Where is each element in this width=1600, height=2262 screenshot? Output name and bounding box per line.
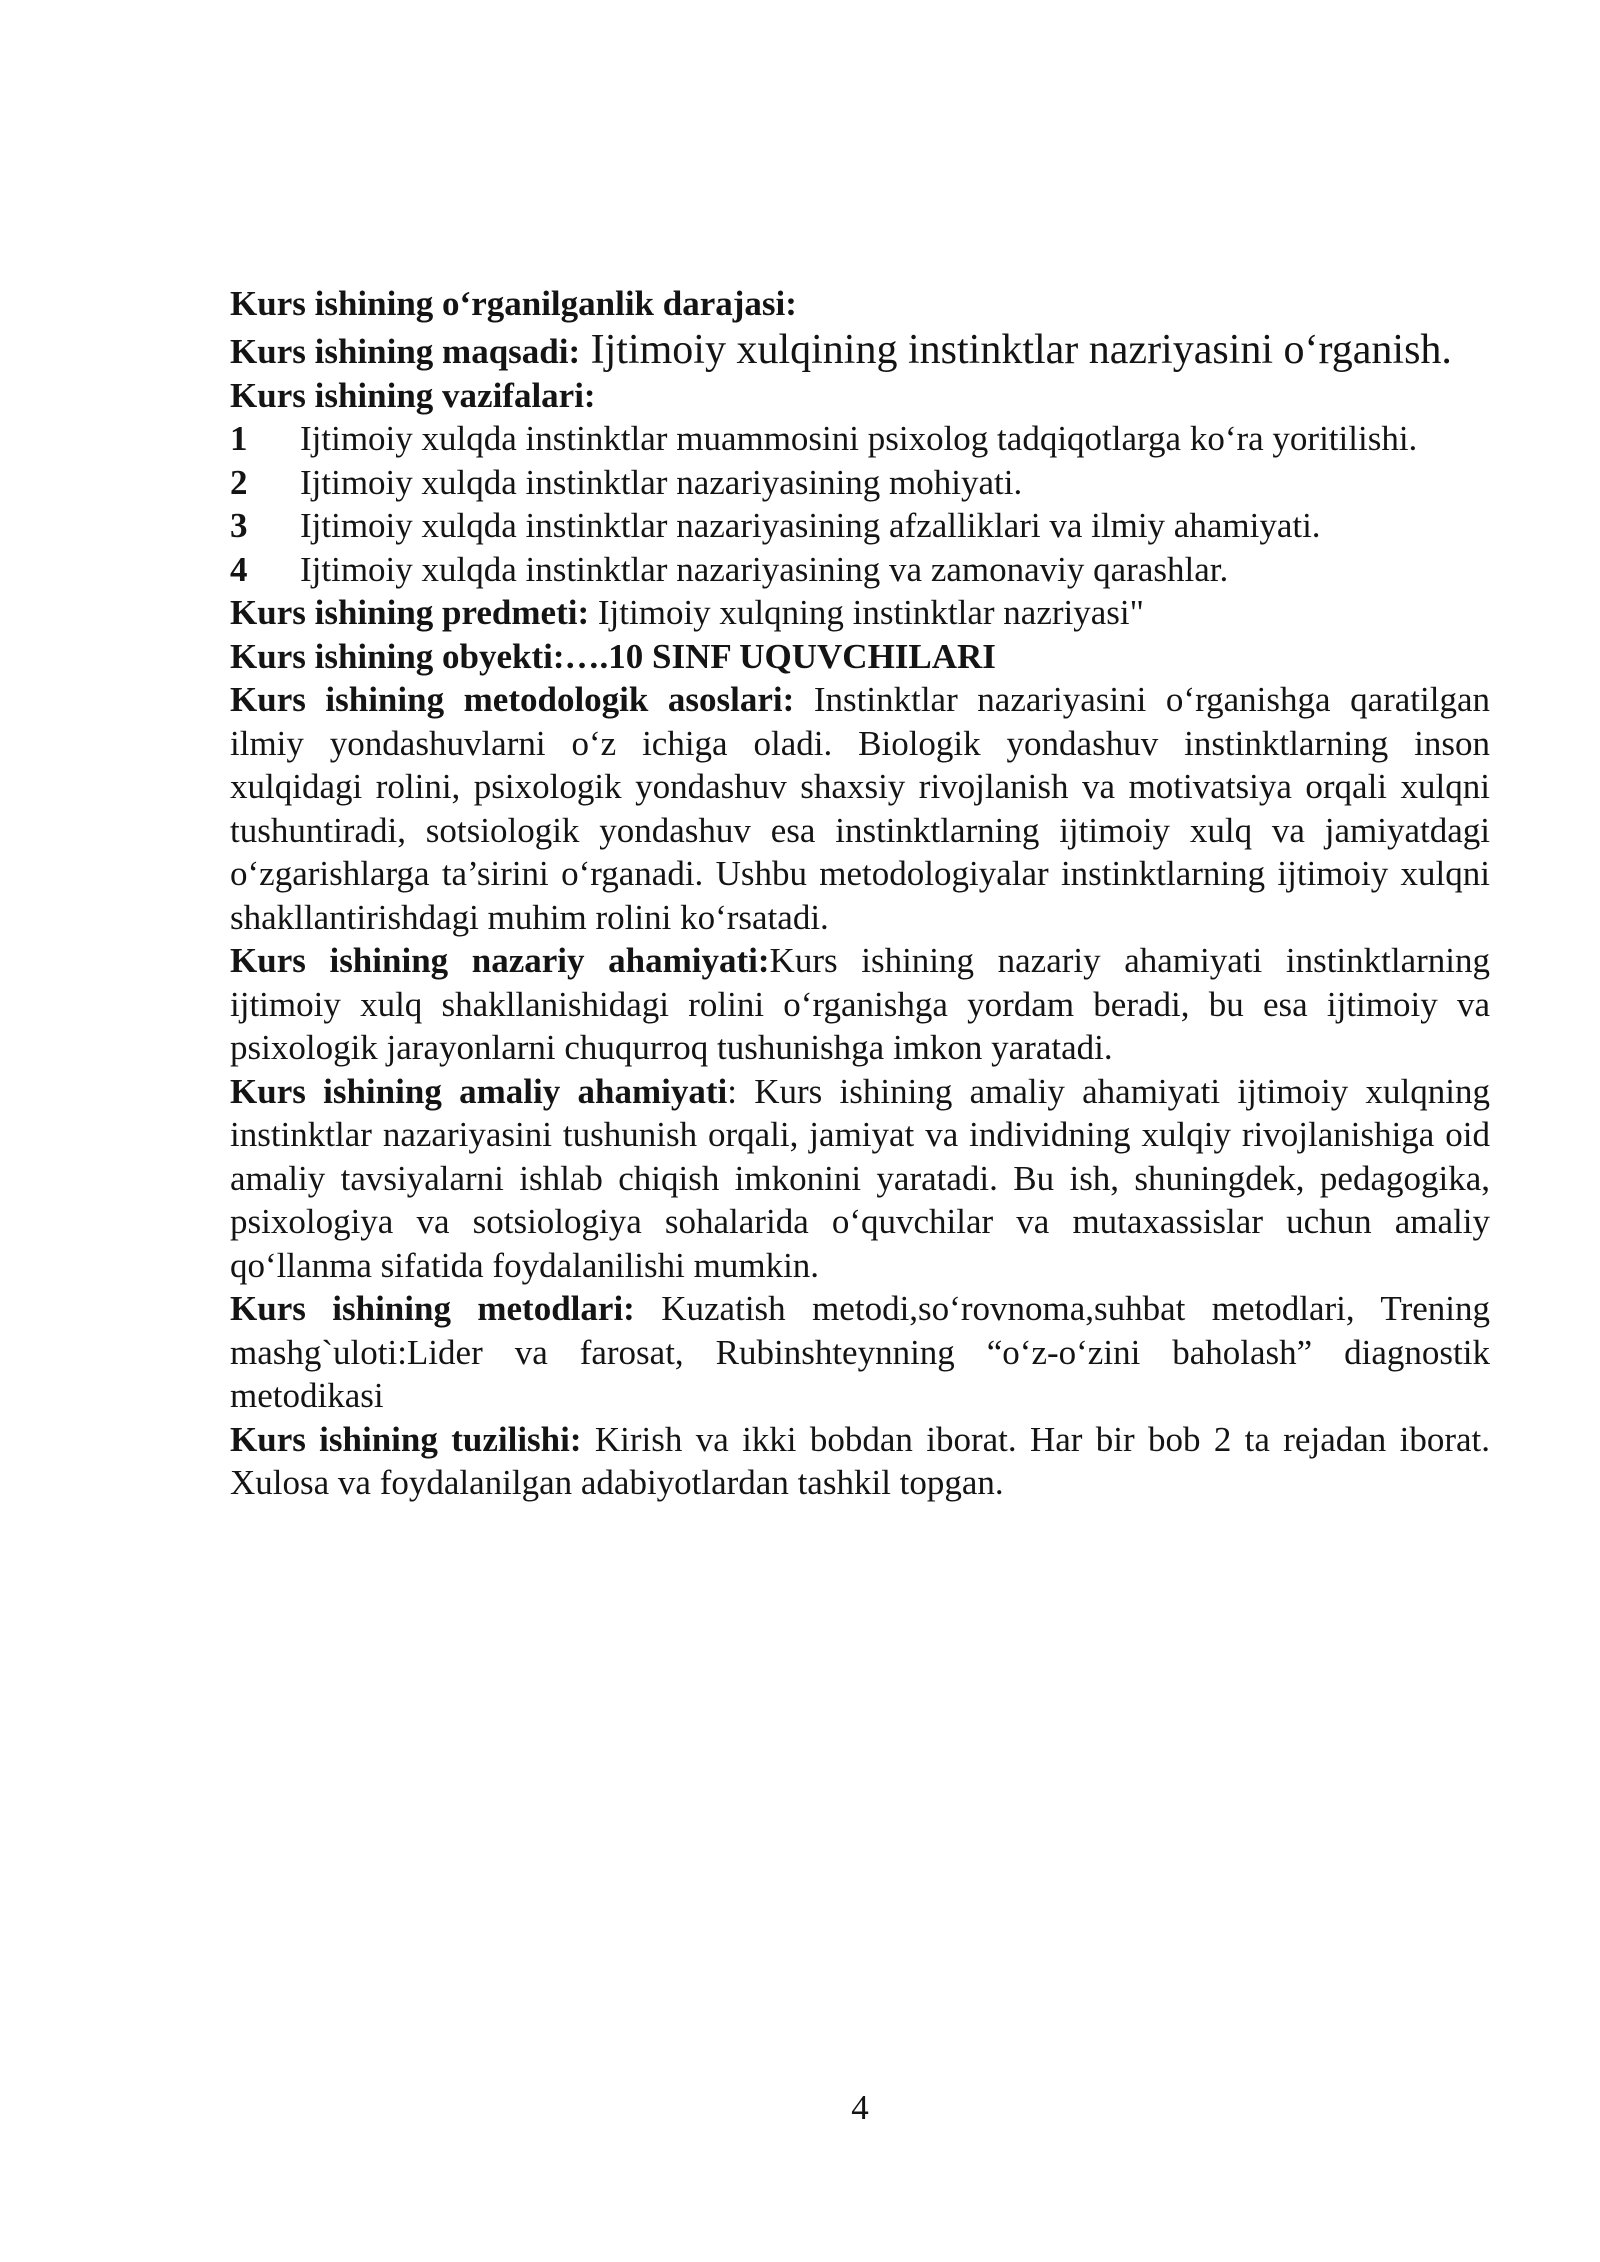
task-item-4 bbox=[230, 548, 1490, 592]
goal-paragraph bbox=[230, 326, 1490, 374]
subject-text: Ijtimoiy xulqning instinktlar nazriyasi" bbox=[589, 593, 1144, 632]
task-item-3 bbox=[230, 504, 1490, 548]
structure-heading: Kurs ishining tuzilishi: bbox=[230, 1419, 582, 1459]
structure-text: Kirish va ikki bobdan iborat. Har bir bob 2 ta rejadan iborat. Xulosa va foydalanilgan adabiyotlardan tashkil topgan. bbox=[230, 1419, 1490, 1502]
practical-significance-heading: Kurs ishining amaliy ahamiyati bbox=[230, 1071, 728, 1111]
practical-significance-paragraph bbox=[230, 1070, 1490, 1288]
subject-paragraph bbox=[230, 591, 1490, 635]
object-paragraph bbox=[230, 635, 1490, 679]
studied-degree-heading: Kurs ishining o‘rganilganlik darajasi: bbox=[230, 284, 797, 323]
task-number: 3 bbox=[230, 506, 248, 545]
structure-paragraph bbox=[230, 1418, 1490, 1505]
task-number: 2 bbox=[230, 462, 248, 502]
task-text: Ijtimoiy xulqda instinktlar nazariyasining afzalliklari va ilmiy ahamiyati. bbox=[300, 506, 1321, 545]
page-number: 4 bbox=[851, 2088, 869, 2127]
task-text: Ijtimoiy xulqda instinktlar nazariyasining mohiyati. bbox=[300, 462, 1023, 502]
methods-paragraph bbox=[230, 1287, 1490, 1418]
theoretical-significance-text: Kurs ishining nazariy ahamiyati instinktlarning ijtimoiy xulq shakllanishidagi rolini o‘rganishga yordam beradi, bu esa ijtimoiy va psixologik jarayonlarni chuqurroq tushunishga imkon yaratadi. bbox=[230, 941, 1491, 1067]
methods-text: Kuzatish metodi,so‘rovnoma,suhbat metodlari, Trening mashg`uloti:Lider va farosat, Rubinshteynning “o‘z-o‘zini baholash” diagnostik metodikasi bbox=[230, 1289, 1490, 1415]
goal-text: Ijtimoiy xulqining instinktlar nazriyasini o‘rganish. bbox=[580, 326, 1452, 373]
object-text: 10 SINF UQUVCHILARI bbox=[608, 636, 996, 676]
task-text: Ijtimoiy xulqda instinktlar muammosini psixolog tadqiqotlarga ko‘ra yoritilishi. bbox=[300, 419, 1418, 458]
document-body bbox=[230, 282, 1490, 1505]
theoretical-significance-heading: Kurs ishining nazariy ahamiyati: bbox=[230, 941, 770, 980]
methodological-basis-paragraph bbox=[230, 678, 1490, 939]
object-heading: Kurs ishining obyekti:…. bbox=[230, 636, 609, 676]
methods-heading: Kurs ishining metodlari: bbox=[230, 1289, 635, 1328]
task-number: 4 bbox=[230, 549, 248, 589]
tasks-paragraph bbox=[230, 374, 1490, 418]
tasks-heading: Kurs ishining vazifalari: bbox=[230, 375, 596, 415]
task-item-2 bbox=[230, 461, 1490, 505]
practical-significance-text: : Kurs ishining amaliy ahamiyati ijtimoiy xulqning instinktlar nazariyasini tushunish orqali, jamiyat va individning xulqiy rivojlanishiga oid amaliy tavsiyalarni ishlab chiqish imkonini yaratadi. Bu ish, shuningdek, pedagogika, psixologiya va sotsiologiya sohalarida o‘quvchilar va mutaxassislar uchun amaliy qo‘llanma sifatida foydalanilishi mumkin. bbox=[230, 1071, 1490, 1285]
studied-degree-paragraph bbox=[230, 282, 1490, 326]
subject-heading: Kurs ishining predmeti: bbox=[230, 593, 590, 632]
task-text: Ijtimoiy xulqda instinktlar nazariyasining va zamonaviy qarashlar. bbox=[300, 549, 1229, 589]
goal-heading: Kurs ishining maqsadi: bbox=[230, 331, 581, 371]
task-item-1 bbox=[230, 417, 1490, 461]
methodological-basis-text: Instinktlar nazariyasini o‘rganishga qaratilgan ilmiy yondashuvlarni o‘z ichiga oladi. Biologik yondashuv instinktlarning inson xulqidagi rolini, psixologik yondashuv shaxsiy rivojlanish va motivatsiya orqali xulqni tushuntiradi, sotsiologik yondashuv esa instinktlarning ijtimoiy xulq va jamiyatdagi o‘zgarishlarga ta’sirini o‘rganadi. Ushbu metodologiyalar instinktlarning ijtimoiy xulqni shakllantirishdagi muhim rolini ko‘rsatadi. bbox=[230, 680, 1490, 937]
theoretical-significance-paragraph bbox=[230, 939, 1490, 1070]
methodological-basis-heading: Kurs ishining metodologik asoslari: bbox=[230, 680, 795, 719]
task-number: 1 bbox=[230, 419, 248, 458]
